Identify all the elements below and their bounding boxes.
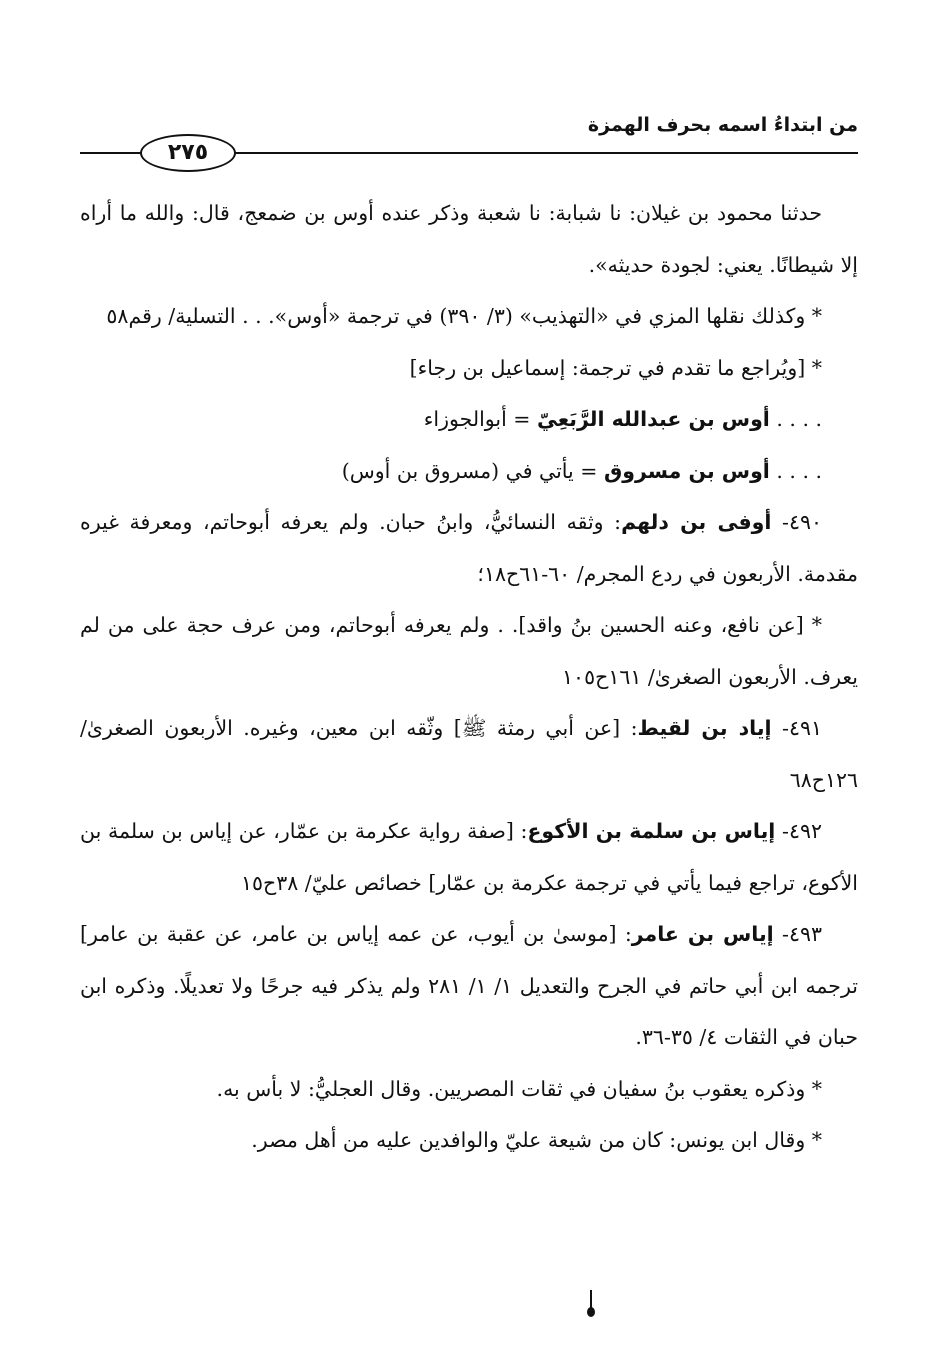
cross-ref-name: أوس بن عبدالله الرَّبَعِيّ xyxy=(537,407,770,431)
entry-number: ٤٩٣- xyxy=(782,922,822,946)
entry-number: ٤٩٢- xyxy=(782,819,822,843)
entry-name: إياد بن لقيط xyxy=(637,716,772,740)
entry-number: ٤٩١- xyxy=(782,716,822,740)
entry-text: : [موسىٰ بن أيوب، عن عمه إياس بن عامر، عن عقبة بن عامر] ترجمه ابن أبي حاتم في الجرح والتعديل ١/ ١/ ٢٨١ ولم يذكر فيه جرحًا ولا تعديلًا. وذكره ابن حبان في الثقات ٤/ ٣٥-٣٦. xyxy=(80,922,858,1049)
cross-ref-aws-masruq xyxy=(80,446,858,498)
entry-text: : [عن أبي رمثة ﷺ] وثّقه ابن معين، وغيره. الأربعون الصغرىٰ/ ١٢٦ح٦٨ xyxy=(80,716,858,792)
paragraph-mizzi-note: * وكذلك نقلها المزي في «التهذيب» (٣/ ٣٩٠) في ترجمة «أوس». . . التسلية/ رقم٥٨ xyxy=(106,304,822,328)
entry-text: : [صفة رواية عكرمة بن عمّار، عن إياس بن سلمة بن الأكوع، تراجع فيما يأتي في ترجمة عكرمة بن عمّار] خصائص عليّ/ ٣٨ح١٥ xyxy=(80,819,858,895)
entry-text: : وثقه النسائيُّ، وابنُ حبان. ولم يعرفه أبوحاتم، ومعرفة غيره مقدمة. الأربعون في ردع المجرم/ ٦٠-٦١ح١٨؛ xyxy=(80,510,858,586)
entry-number: ٤٩٠- xyxy=(782,510,822,534)
cross-ref-target: = أبوالجوزاء xyxy=(423,407,531,431)
ellipsis: . . . . xyxy=(776,407,822,431)
entry-491 xyxy=(80,703,858,806)
page-header xyxy=(80,110,858,170)
ellipsis: . . . . xyxy=(776,458,822,483)
page-number: ٢٧٥ xyxy=(140,134,236,172)
paragraph-see-also-ismail: * [ويُراجع ما تقدم في ترجمة: إسماعيل بن رجاء] xyxy=(409,355,822,380)
paragraph-yaqub-note: * وذكره يعقوب بنُ سفيان في ثقات المصريين. وقال العجليُّ: لا بأس به. xyxy=(216,1076,822,1101)
entry-493 xyxy=(80,909,858,1064)
entry-name: إياس بن عامر xyxy=(631,922,774,946)
paragraph-hadith-chain: حدثنا محمود بن غيلان: نا شبابة: نا شعبة وذكر عنده أوس بن ضمعج، قال: والله ما أراه إلا شيطانًا. يعني: لجودة حديثه». xyxy=(80,201,858,277)
entry-name: إياس بن سلمة بن الأكوع xyxy=(527,819,776,843)
running-title: من ابتداءُ اسمه بحرف الهمزة xyxy=(587,114,858,136)
entry-492 xyxy=(80,806,858,909)
page-body xyxy=(80,188,858,1167)
continuation-mark-icon xyxy=(586,1290,596,1320)
cross-ref-name: أوس بن مسروق xyxy=(603,458,770,483)
paragraph-ibn-yunus-note: * وقال ابن يونس: كان من شيعة عليّ والوافدين عليه من أهل مصر. xyxy=(251,1128,822,1152)
entry-name: أوفى بن دلهم xyxy=(621,510,772,534)
cross-ref-target: = يأتي في (مسروق بن أوس) xyxy=(341,458,598,483)
entry-490 xyxy=(80,497,858,600)
cross-ref-aws-rabii xyxy=(80,394,858,446)
paragraph-nafi-note: * [عن نافع، وعنه الحسين بنُ واقد]. . ولم يعرفه أبوحاتم، ومن عرف حجة على من لم يعرف. الأربعون الصغرىٰ/ ١٦١ح١٠٥ xyxy=(80,613,858,689)
